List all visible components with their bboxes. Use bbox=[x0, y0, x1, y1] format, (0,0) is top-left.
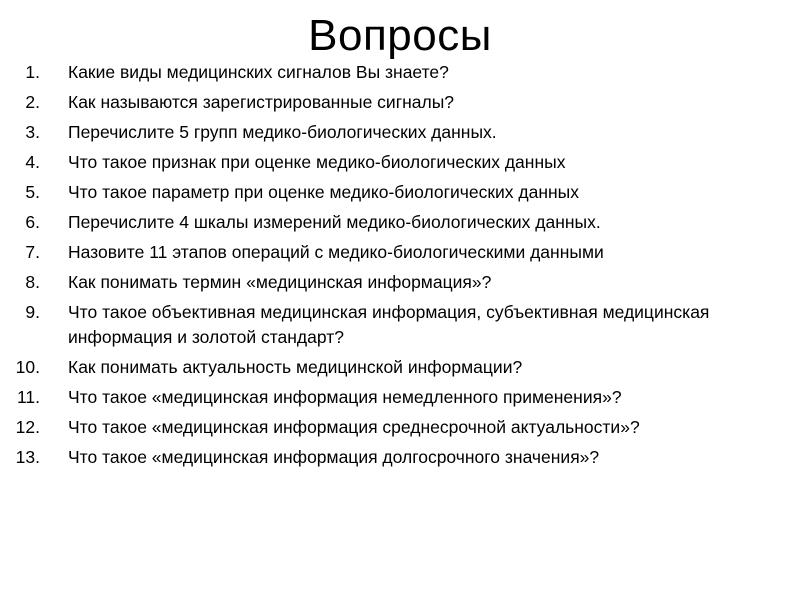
question-item bbox=[0, 300, 800, 350]
slide-title: Вопросы bbox=[308, 11, 492, 60]
question-number: 2. bbox=[25, 92, 40, 112]
question-item bbox=[0, 60, 800, 85]
question-number: 9. bbox=[25, 302, 40, 322]
question-number: 13. bbox=[15, 447, 40, 467]
question-number: 1. bbox=[25, 62, 40, 82]
question-text: Как понимать термин «медицинская информация»? bbox=[68, 272, 492, 292]
question-item bbox=[0, 150, 800, 175]
question-item bbox=[0, 120, 800, 145]
question-text: Назовите 11 этапов операций с медико-биологическими данными bbox=[68, 242, 604, 262]
question-text: Что такое «медицинская информация долгосрочного значения»? bbox=[68, 447, 600, 467]
question-text: Что такое объективная медицинская информация, субъективная медицинская информация и золотой стандарт? bbox=[68, 302, 710, 347]
question-text: Что такое «медицинская информация немедленного применения»? bbox=[68, 387, 622, 407]
question-item bbox=[0, 355, 800, 380]
question-item bbox=[0, 180, 800, 205]
question-text: Перечислите 5 групп медико-биологических данных. bbox=[68, 122, 497, 142]
question-text: Что такое «медицинская информация среднесрочной актуальности»? bbox=[68, 417, 640, 437]
question-number: 8. bbox=[25, 272, 40, 292]
question-number: 7. bbox=[25, 242, 40, 262]
question-number: 3. bbox=[25, 122, 40, 142]
question-number: 6. bbox=[25, 212, 40, 232]
question-number: 10. bbox=[15, 357, 40, 377]
question-item bbox=[0, 415, 800, 440]
question-text: Перечислите 4 шкалы измерений медико-биологических данных. bbox=[68, 212, 601, 232]
question-text: Что такое признак при оценке медико-биологических данных bbox=[68, 152, 566, 172]
question-item bbox=[0, 90, 800, 115]
question-item bbox=[0, 445, 800, 470]
question-number: 11. bbox=[16, 387, 40, 407]
question-text: Как понимать актуальность медицинской информации? bbox=[68, 357, 523, 377]
question-item bbox=[0, 270, 800, 295]
question-text: Что такое параметр при оценке медико-биологических данных bbox=[68, 182, 579, 202]
question-item bbox=[0, 210, 800, 235]
question-item bbox=[0, 385, 800, 410]
question-text: Как называются зарегистрированные сигналы? bbox=[68, 92, 455, 112]
question-number: 12. bbox=[15, 417, 40, 437]
question-item bbox=[0, 240, 800, 265]
questions-list bbox=[0, 60, 800, 475]
question-text: Какие виды медицинских сигналов Вы знаете? bbox=[68, 62, 449, 82]
question-number: 4. bbox=[25, 152, 40, 172]
question-number: 5. bbox=[25, 182, 40, 202]
